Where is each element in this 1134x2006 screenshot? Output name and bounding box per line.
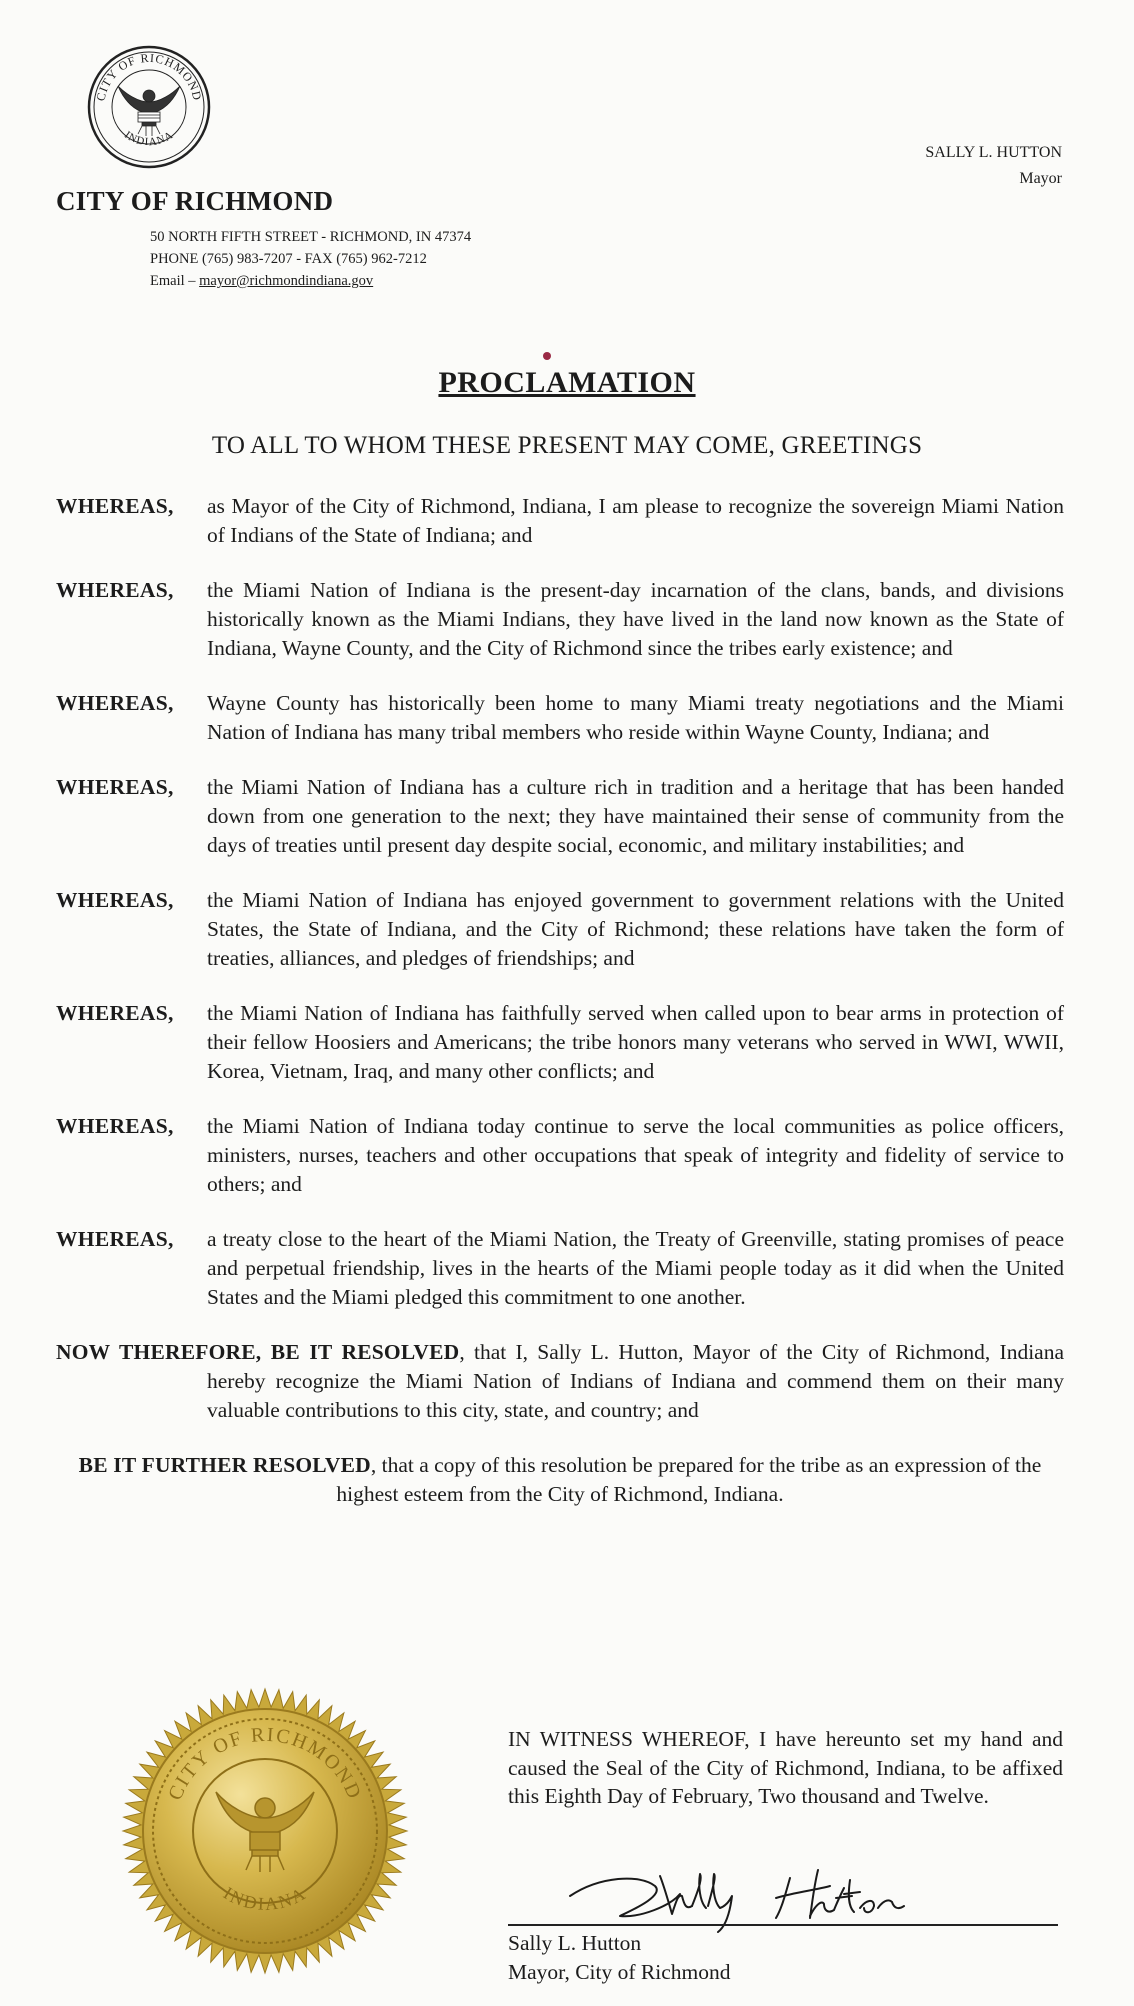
mayor-title: Mayor	[1019, 170, 1062, 187]
whereas-clause	[56, 1112, 1064, 1199]
email-link[interactable]: mayor@richmondindiana.gov	[199, 273, 374, 289]
witness-statement: IN WITNESS WHEREOF, I have hereunto set my hand and caused the Seal of the City of Richmond, Indiana, to be affixed this Eighth Day of February, Two thousand and Twelve.	[508, 1727, 1063, 1808]
email-label: Email –	[150, 273, 200, 289]
further-resolved-clause	[56, 1451, 1064, 1509]
seal-text-bottom: INDIANA	[122, 128, 176, 149]
signer-block	[508, 1929, 731, 1987]
clause-text: the Miami Nation of Indiana today continue to serve the local communities as police officers, ministers, nurses, teachers and other occupations that speak of integrity and fidelity of service to others; and	[207, 1114, 1064, 1196]
mayor-name: SALLY L. HUTTON	[925, 144, 1062, 161]
clause-keyword: WHEREAS,	[56, 691, 174, 715]
whereas-clause	[56, 886, 1064, 973]
gold-seal-text-top: CITY OF RICHMOND	[164, 1723, 366, 1804]
signature-line	[508, 1924, 1058, 1926]
whereas-clause	[56, 492, 1064, 550]
clause-keyword: WHEREAS,	[56, 775, 174, 799]
gold-seal-icon	[120, 1686, 410, 1976]
phone-fax: PHONE (765) 983-7207 - FAX (765) 962-7212	[150, 251, 427, 267]
resolved-clause	[56, 1338, 1064, 1425]
signer-title: Mayor, City of Richmond	[508, 1960, 731, 1984]
clause-text: a treaty close to the heart of the Miami Nation, the Treaty of Greenville, stating promises of peace and perpetual friendship, lives in the hearts of the Miami people today as it did when the United States and the Miami pledged this commitment to one another.	[207, 1227, 1064, 1309]
svg-text:INDIANA	[122, 129, 176, 148]
clause-keyword: WHEREAS,	[56, 1114, 174, 1138]
whereas-clause	[56, 999, 1064, 1086]
whereas-clause	[56, 576, 1064, 663]
address-block	[150, 226, 471, 292]
further-resolved-keyword: BE IT FURTHER RESOLVED	[78, 1453, 371, 1477]
whereas-clause	[56, 1225, 1064, 1312]
clause-text: Wayne County has historically been home to many Miami treaty negotiations and the Miami Nation of Indiana has many tribal members who reside within Wayne County, Indiana; and	[207, 691, 1064, 744]
resolved-text: , that I, Sally L. Hutton, Mayor of the City of Richmond, Indiana hereby recognize the Miami Nation of Indians of Indiana and commend them on their many valuable contributions to this city, state, and country; and	[207, 1340, 1064, 1422]
clause-text: the Miami Nation of Indiana is the present-day incarnation of the clans, bands, and divisions historically known as the Miami Indians, they have lived in the land now known as the State of Indiana, Wayne County, and the City of Richmond since the tribes early existence; and	[207, 578, 1064, 660]
clauses	[56, 492, 1064, 1535]
signer-name: Sally L. Hutton	[508, 1931, 642, 1955]
page-title: PROCLAMATION	[438, 366, 696, 399]
whereas-clause	[56, 773, 1064, 860]
whereas-clause	[56, 689, 1064, 747]
clause-text: the Miami Nation of Indiana has a culture rich in tradition and a heritage that has been handed down from one generation to the next; they have maintained their sense of community from the days of treaties until present day despite social, economic, and military instabilities; and	[207, 775, 1064, 857]
resolved-keyword: NOW THEREFORE, BE IT RESOLVED	[56, 1340, 460, 1364]
further-resolved-text: , that a copy of this resolution be prepared for the tribe as an expression of the highest esteem from the City of Richmond, Indiana.	[336, 1453, 1042, 1506]
clause-keyword: WHEREAS,	[56, 1001, 174, 1025]
seal-text-top: CITY OF RICHMOND	[93, 50, 205, 103]
email-line	[150, 270, 471, 292]
clause-keyword: WHEREAS,	[56, 888, 174, 912]
clause-text: the Miami Nation of Indiana has enjoyed government to government relations with the United States, the State of Indiana, and the City of Richmond; these relations have taken the form of treaties, alliances, and pledges of friendships; and	[207, 888, 1064, 970]
gold-seal-text-bottom: INDIANA	[219, 1882, 310, 1915]
street-address: 50 NORTH FIFTH STREET - RICHMOND, IN 47374	[150, 229, 472, 245]
city-seal-icon	[86, 44, 212, 170]
clause-keyword: WHEREAS,	[56, 1227, 174, 1251]
clause-keyword: WHEREAS,	[56, 494, 174, 518]
ink-dot	[543, 352, 551, 360]
clause-text: as Mayor of the City of Richmond, Indiana, I am please to recognize the sovereign Miami Nation of Indians of the State of Indiana; and	[207, 494, 1064, 547]
mayor-block	[925, 140, 1062, 192]
city-name: CITY OF RICHMOND	[56, 186, 334, 216]
greeting: TO ALL TO WHOM THESE PRESENT MAY COME, GREETINGS	[211, 432, 923, 459]
clause-text: the Miami Nation of Indiana has faithfully served when called upon to bear arms in protection of their fellow Hoosiers and Americans; the tribe honors many veterans who served in WWI, WWII, Korea, Vietnam, Iraq, and many other conflicts; and	[207, 1001, 1064, 1083]
clause-keyword: WHEREAS,	[56, 578, 174, 602]
